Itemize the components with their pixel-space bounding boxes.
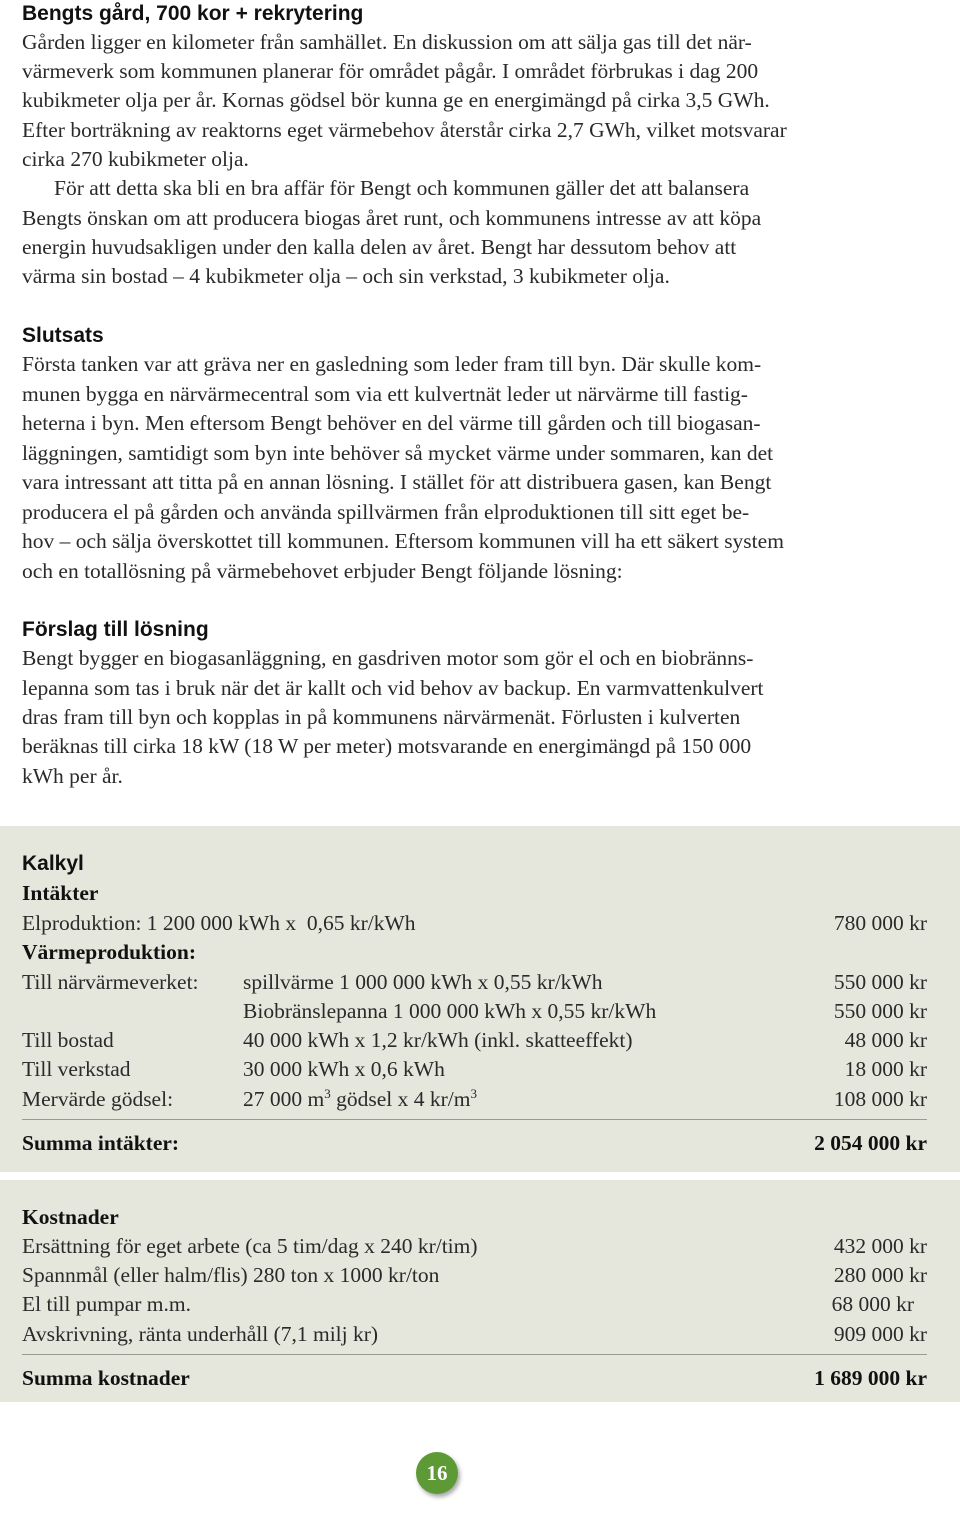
- manure-desc-b: gödsel x 4 kr/m: [330, 1087, 471, 1111]
- income-amount: 780 000 kr: [833, 911, 927, 935]
- cost-amount: 909 000 kr: [833, 1322, 927, 1346]
- costs-box: [0, 1180, 960, 1402]
- text-line: kubikmeter olja per år. Kornas gödsel bör kunna ge en energimängd på cirka 3,5 GWh.: [22, 88, 770, 112]
- divider: [22, 1354, 927, 1355]
- income-subheading: Intäkter: [22, 881, 99, 905]
- income-subheading-row: [0, 879, 960, 908]
- cost-desc: Avskrivning, ränta underhåll (7,1 milj kr): [22, 1322, 379, 1346]
- total-label: Summa kostnader: [22, 1366, 190, 1390]
- costs-heading-row: [0, 1203, 960, 1232]
- cost-row: [0, 1290, 960, 1319]
- text-line: Gården ligger en kilometer från samhället. En diskussion om att sälja gas till det när-: [22, 30, 752, 54]
- income-row: [0, 968, 960, 997]
- text-line: Bengt bygger en biogasanläggning, en gasdriven motor som gör el och en biobränns-: [22, 646, 754, 670]
- income-row: [0, 1026, 960, 1055]
- income-desc: 40 000 kWh x 1,2 kr/kWh (inkl. skatteeffekt): [243, 1028, 633, 1052]
- text-line: värmeverk som kommunen planerar för området pågår. I området förbrukas i dag 200: [22, 59, 759, 83]
- cost-amount: 68 000 kr: [831, 1292, 914, 1316]
- income-amount: 550 000 kr: [833, 970, 927, 994]
- income-amount: 48 000 kr: [844, 1028, 927, 1052]
- income-label: Till verkstad: [22, 1057, 131, 1081]
- text-line: och en totallösning på värmebehovet erbjuder Bengt följande lösning:: [22, 559, 623, 583]
- text-line: Efter borträkning av reaktorns eget värmebehov återstår cirka 2,7 GWh, vilket motsvarar: [22, 118, 787, 142]
- cost-desc: Ersättning för eget arbete (ca 5 tim/dag x 240 kr/tim): [22, 1234, 478, 1258]
- text-line: hov – och sälja överskottet till kommunen. Eftersom kommunen vill ha ett säkert system: [22, 529, 784, 553]
- text-line: läggningen, samtidigt som byn inte behöver så mycket värme under sommaren, kan det: [22, 441, 774, 465]
- calc-heading: Kalkyl: [22, 852, 84, 875]
- text-line: För att detta ska bli en bra affär för Bengt och kommunen gäller det att balansera: [54, 176, 750, 200]
- costs-total-row: [0, 1364, 960, 1393]
- income-amount: 108 000 kr: [833, 1087, 927, 1111]
- manure-desc-a: 27 000 m: [243, 1087, 325, 1111]
- heat-heading: Värmeproduktion:: [22, 940, 197, 964]
- text-line: beräknas till cirka 18 kW (18 W per meter) motsvarande en energimängd på 150 000: [22, 734, 752, 758]
- total-amount: 2 054 000 kr: [814, 1131, 927, 1155]
- income-label: Mervärde gödsel:: [22, 1087, 174, 1111]
- income-label: Till närvärmeverket:: [22, 970, 199, 994]
- cost-row: [0, 1261, 960, 1290]
- text-line: heterna i byn. Men eftersom Bengt behöver en del värme till gården och till biogasan-: [22, 411, 761, 435]
- income-row-el: [0, 909, 960, 938]
- text-line: kWh per år.: [22, 764, 123, 788]
- text-line: Första tanken var att gräva ner en gasledning som leder fram till byn. Där skulle kom-: [22, 352, 762, 376]
- section-heading-slutsats: Slutsats: [22, 324, 104, 347]
- cost-amount: 280 000 kr: [833, 1263, 927, 1287]
- total-label: Summa intäkter:: [22, 1131, 180, 1155]
- cost-amount: 432 000 kr: [833, 1234, 927, 1258]
- text-line: värma sin bostad – 4 kubikmeter olja – och sin verkstad, 3 kubikmeter olja.: [22, 264, 670, 288]
- text-line: dras fram till byn och kopplas in på kommunens närvärmenät. Förlusten i kulverten: [22, 705, 741, 729]
- section-heading-forslag: Förslag till lösning: [22, 618, 209, 641]
- text-line: producera el på gården och använda spillvärmen från elproduktionen till sitt eget be-: [22, 500, 750, 524]
- income-desc: 30 000 kWh x 0,6 kWh: [243, 1057, 445, 1081]
- costs-heading: Kostnader: [22, 1205, 119, 1229]
- text-line: vara intressant att titta på en annan lösning. I stället för att distribuera gasen, kan Bengt: [22, 470, 772, 494]
- income-desc: [243, 1085, 477, 1114]
- income-row-manure: [0, 1085, 960, 1114]
- superscript-3: 3: [470, 1086, 477, 1101]
- income-box: [0, 826, 960, 1172]
- cost-row: [0, 1320, 960, 1349]
- text-line: cirka 270 kubikmeter olja.: [22, 147, 249, 171]
- heat-heading-row: [0, 938, 960, 967]
- income-label: Elproduktion: 1 200 000 kWh x 0,65 kr/kWh: [22, 911, 416, 935]
- income-row: [0, 1055, 960, 1084]
- section-heading-bengts-gard: Bengts gård, 700 kor + rekrytering: [22, 2, 364, 25]
- cost-row: [0, 1232, 960, 1261]
- divider: [22, 1119, 927, 1120]
- cost-desc: El till pumpar m.m.: [22, 1292, 191, 1316]
- income-total-row: [0, 1129, 960, 1158]
- superscript-3: 3: [324, 1086, 331, 1101]
- page-number-badge: 16: [416, 1452, 458, 1494]
- income-desc: Biobränslepanna 1 000 000 kWh x 0,55 kr/kWh: [243, 999, 657, 1023]
- text-line: Bengts önskan om att producera biogas året runt, och kommunens intresse av att köpa: [22, 206, 762, 230]
- total-amount: 1 689 000 kr: [814, 1366, 927, 1390]
- text-line: munen bygga en närvärmecentral som via ett kulvertnät leder ut närvärme till fastig-: [22, 382, 748, 406]
- text-line: energin huvudsakligen under den kalla delen av året. Bengt har dessutom behov att: [22, 235, 737, 259]
- income-label: Till bostad: [22, 1028, 114, 1052]
- text-line: lepanna som tas i bruk när det är kallt och vid behov av backup. En varmvattenkulvert: [22, 676, 764, 700]
- income-row: [0, 997, 960, 1026]
- cost-desc: Spannmål (eller halm/flis) 280 ton x 1000 kr/ton: [22, 1263, 440, 1287]
- income-amount: 18 000 kr: [844, 1057, 927, 1081]
- income-desc: spillvärme 1 000 000 kWh x 0,55 kr/kWh: [243, 970, 603, 994]
- income-amount: 550 000 kr: [833, 999, 927, 1023]
